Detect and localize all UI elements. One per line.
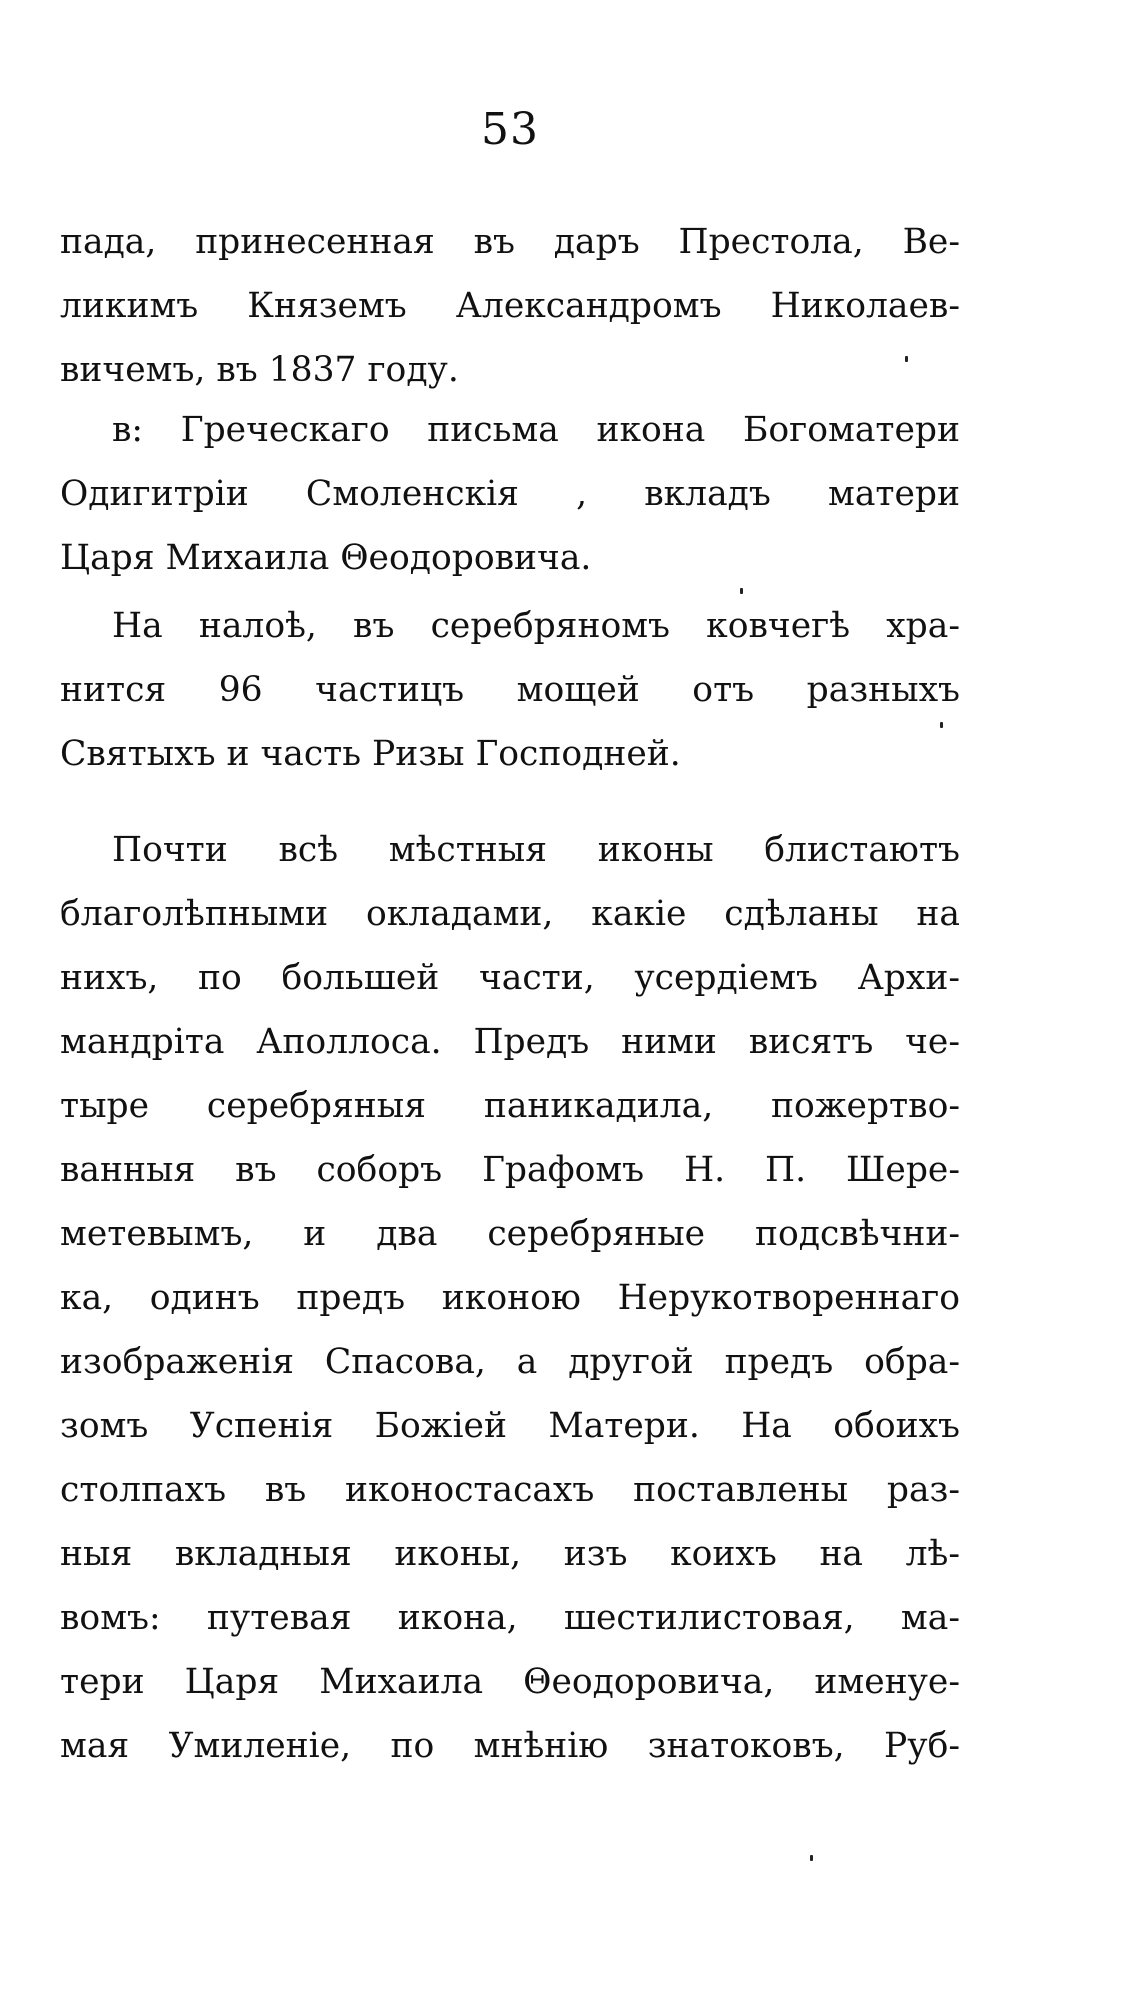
text-line: столпахъ въ иконостасахъ поставлены раз- [60,1470,960,1510]
text-line: Царя Михаила Θеодоровича. [60,538,592,578]
text-line: зомъ Успенія Божіей Матери. На обоихъ [60,1406,960,1446]
scan-speck [905,356,908,362]
text-line: в: Греческаго письма икона Богоматери [112,410,960,450]
paragraph-continuation [60,210,960,402]
text-line: тыре серебряныя паникадила, пожертво- [60,1086,960,1126]
text-line: нится 96 частицъ мощей отъ разныхъ [60,670,960,710]
text-line: мая Умиленіе, по мнѣнію знатоковъ, Руб- [60,1726,960,1766]
paragraph-local-icons [60,818,960,1778]
text-line: Одигитріи Смоленскія , вкладъ матери [60,474,960,514]
text-line: метевымъ, и два серебряные подсвѣчни- [60,1214,960,1254]
text-line: вомъ: путевая икона, шестилистовая, ма- [60,1598,960,1638]
text-line: мандріта Аполлоса. Предъ ними висятъ че- [60,1022,960,1062]
text-line: пада, принесенная въ даръ Престола, Ве- [60,222,960,262]
text-line: ликимъ Княземъ Александромъ Николаев- [60,286,960,326]
text-line: Почти всѣ мѣстныя иконы блистаютъ [112,830,960,870]
scan-speck [810,1855,813,1861]
page-number: 53 [481,104,539,155]
text-line: ныя вкладныя иконы, изъ коихъ на лѣ- [60,1534,960,1574]
text-line: ка, одинъ предъ иконою Нерукотвореннаго [60,1278,960,1318]
scan-speck [740,588,743,594]
text-line: благолѣпными окладами, какіе сдѣланы на [60,894,960,934]
text-line: изображенія Спасова, а другой предъ обра- [60,1342,960,1382]
text-line: тери Царя Михаила Θеодоровича, именуе- [60,1662,960,1702]
paragraph-analogion [60,594,960,786]
paragraph-greek-icon [60,398,960,590]
text-line: вичемъ, въ 1837 году. [60,350,459,390]
text-line: ванныя въ соборъ Графомъ Н. П. Шере- [60,1150,960,1190]
scan-speck [940,722,943,728]
text-line: нихъ, по большей части, усердіемъ Архи- [60,958,960,998]
text-line: На налоѣ, въ серебряномъ ковчегѣ хра- [112,606,960,646]
text-line: Святыхъ и часть Ризы Господней. [60,734,681,774]
